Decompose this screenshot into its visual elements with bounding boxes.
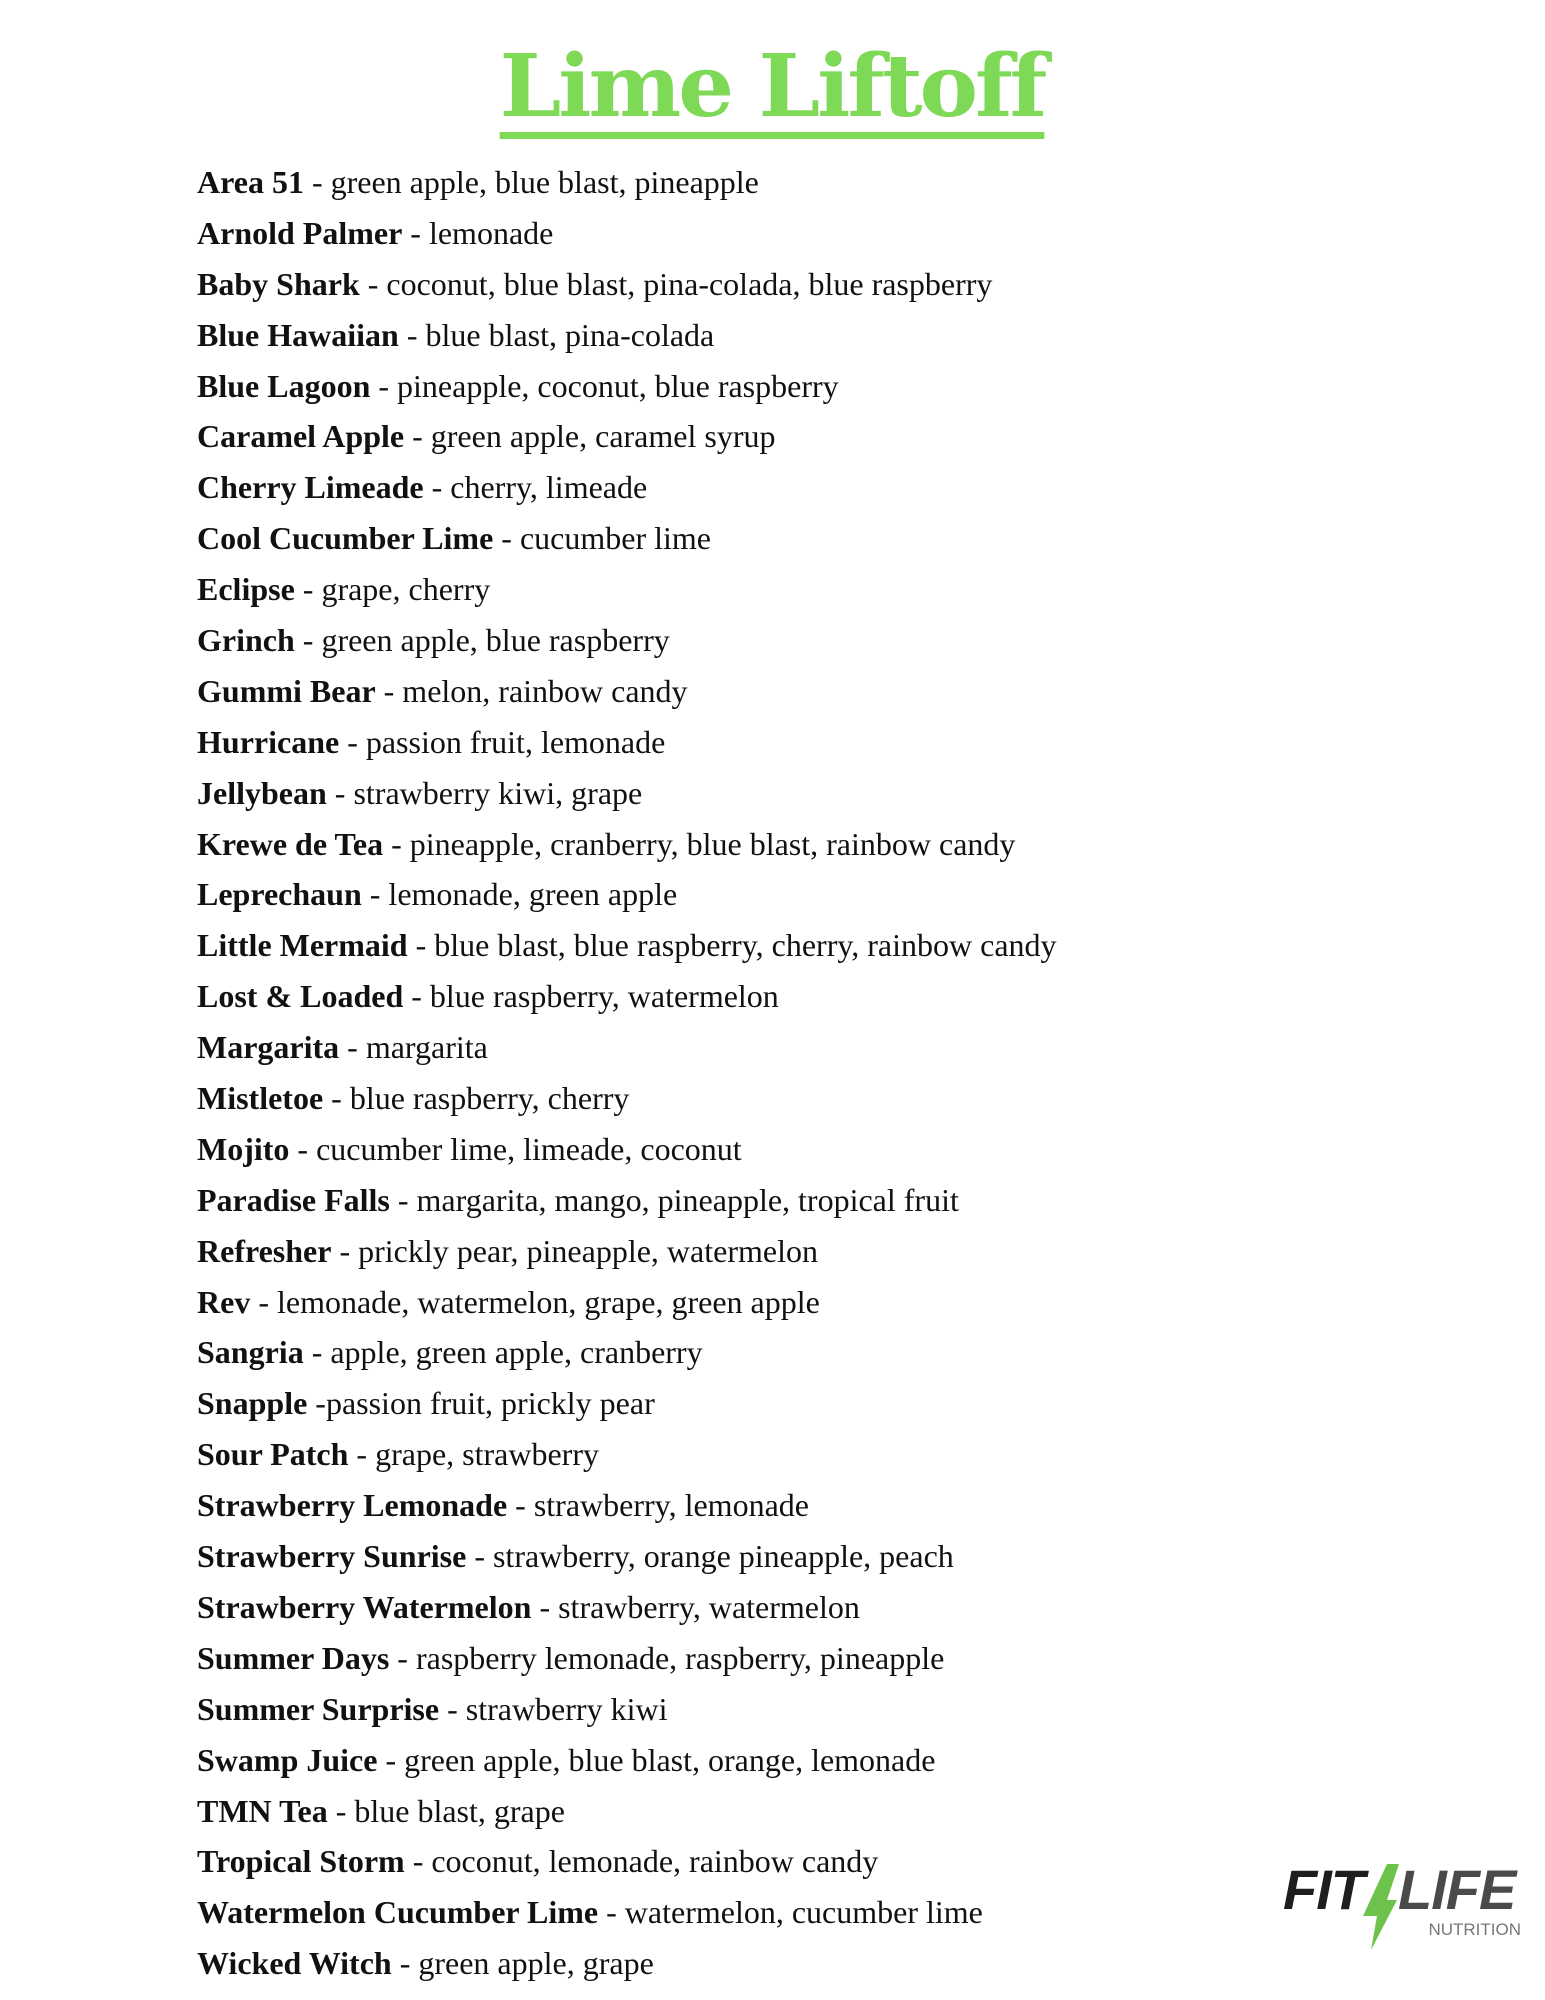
drink-item (197, 259, 1057, 310)
drink-flavors: raspberry lemonade, raspberry, pineapple (415, 1639, 945, 1676)
drink-flavors: lemonade, green apple (388, 876, 678, 913)
drink-flavors: blue raspberry, watermelon (429, 978, 779, 1015)
drink-flavors: coconut, blue blast, pina-colada, blue raspberry (386, 265, 993, 302)
drink-item (197, 717, 1057, 768)
drink-item (197, 666, 1057, 717)
drink-item (197, 1226, 1057, 1277)
drink-flavors: passion fruit, prickly pear (325, 1385, 655, 1422)
separator: - (377, 1741, 405, 1778)
separator: - (398, 316, 426, 353)
drink-name: Area 51 (197, 164, 304, 200)
drink-name: Tropical Storm (197, 1843, 405, 1880)
drink-flavors: strawberry kiwi (465, 1690, 668, 1727)
drink-name: Krewe de Tea (197, 825, 384, 862)
separator: - (423, 469, 451, 506)
drink-flavors: coconut, lemonade, rainbow candy (431, 1843, 879, 1880)
drink-name: Summer Days (197, 1639, 390, 1676)
drink-item (197, 462, 1057, 513)
drink-name: Snapple (197, 1385, 308, 1422)
brand-logo (1283, 1858, 1533, 1957)
drink-flavors: grape, strawberry (375, 1436, 599, 1473)
drink-flavors: strawberry, orange pineapple, peach (492, 1538, 954, 1575)
separator: - (375, 672, 403, 709)
separator: - (303, 164, 331, 200)
separator: - (507, 1487, 534, 1524)
drink-name: Gummi Bear (197, 672, 376, 709)
drink-name: Swamp Juice (197, 1741, 378, 1778)
drink-flavors: blue raspberry, cherry (349, 1080, 630, 1117)
drink-name: Strawberry Sunrise (197, 1538, 467, 1575)
drink-item (197, 971, 1057, 1022)
drink-name: Mistletoe (197, 1080, 324, 1117)
separator: - (466, 1538, 493, 1575)
drink-item (197, 1429, 1057, 1480)
drink-item (197, 1175, 1057, 1226)
drink-item (197, 208, 1057, 259)
drink-flavors: lemonade, watermelon, grape, green apple (276, 1283, 820, 1320)
separator: - (339, 1029, 366, 1066)
separator: - (294, 571, 322, 608)
page-title (0, 36, 1545, 139)
drink-name: Arnold Palmer (197, 214, 403, 251)
separator: - (339, 723, 366, 760)
drink-item (197, 768, 1057, 819)
drink-item (197, 615, 1057, 666)
drink-flavors: blue blast, grape (354, 1792, 565, 1829)
drink-flavors: margarita (365, 1029, 488, 1066)
drink-name: Sour Patch (197, 1436, 349, 1473)
separator: - (404, 418, 431, 455)
drink-item (197, 1887, 1057, 1938)
drink-item (197, 157, 1057, 208)
drink-flavors: pineapple, coconut, blue raspberry (397, 367, 839, 404)
drink-item (197, 1022, 1057, 1073)
separator: - (383, 825, 410, 862)
page-title-text: Lime Liftoff (500, 36, 1045, 137)
drink-name: Rev (197, 1283, 251, 1320)
drink-flavors: prickly pear, pineapple, watermelon (358, 1232, 818, 1269)
lightning-bolt-icon (1357, 1860, 1401, 1952)
drink-flavors: green apple, blue blast, pineapple (330, 164, 759, 200)
drink-name: Margarita (197, 1029, 340, 1066)
drink-name: TMN Tea (197, 1792, 328, 1829)
drink-name: Blue Lagoon (197, 367, 371, 404)
drink-flavors: green apple, caramel syrup (430, 418, 776, 455)
drink-name: Refresher (197, 1232, 332, 1269)
separator: - (389, 1181, 417, 1218)
drink-name: Jellybean (197, 774, 327, 811)
separator: - (361, 876, 389, 913)
drink-flavors: green apple, blue raspberry (321, 622, 670, 659)
drink-name: Baby Shark (197, 265, 360, 302)
drink-flavors: cherry, limeade (450, 469, 648, 506)
separator: - (404, 1843, 432, 1880)
separator: - (359, 265, 387, 302)
drink-flavors: melon, rainbow candy (402, 672, 688, 709)
drink-name: Lost & Loaded (197, 978, 404, 1015)
drink-name: Hurricane (197, 723, 340, 760)
drink-flavors: blue blast, pina-colada (425, 316, 715, 353)
separator: - (402, 214, 429, 251)
drink-flavors: cucumber lime (519, 520, 711, 557)
separator: - (326, 774, 354, 811)
drink-item (197, 1735, 1057, 1786)
separator: - (407, 927, 435, 964)
drink-item (197, 869, 1057, 920)
drink-flavors: margarita, mango, pineapple, tropical fruit (416, 1181, 959, 1218)
drink-name: Cool Cucumber Lime (197, 520, 494, 557)
drink-name: Sangria (197, 1334, 304, 1371)
separator: - (493, 520, 520, 557)
drink-item (197, 513, 1057, 564)
drink-item (197, 564, 1057, 615)
drink-name: Paradise Falls (197, 1181, 390, 1218)
drink-flavors: strawberry kiwi, grape (353, 774, 643, 811)
drink-name: Cherry Limeade (197, 469, 424, 506)
drink-name: Mojito (197, 1130, 290, 1167)
drink-flavors: pineapple, cranberry, blue blast, rainbow candy (409, 825, 1016, 862)
separator: - (250, 1283, 277, 1320)
drink-item (197, 1327, 1057, 1378)
drink-flavors: green apple, blue blast, orange, lemonade (404, 1741, 936, 1778)
drink-item (197, 1684, 1057, 1735)
separator: - (391, 1945, 419, 1982)
drink-flavors: watermelon, cucumber lime (624, 1894, 983, 1931)
separator: - (323, 1080, 350, 1117)
separator: - (531, 1588, 559, 1625)
drink-name: Blue Hawaiian (197, 316, 399, 353)
drink-name: Little Mermaid (197, 927, 408, 964)
separator: - (327, 1792, 355, 1829)
drink-item (197, 411, 1057, 462)
logo-text-life: LIFE (1397, 1858, 1516, 1921)
drink-flavors: green apple, grape (418, 1945, 654, 1982)
drink-item (197, 1582, 1057, 1633)
drink-item (197, 1836, 1057, 1887)
drink-item (197, 1073, 1057, 1124)
drink-item (197, 361, 1057, 412)
drink-flavors: lemonade (428, 214, 554, 251)
drink-item (197, 1633, 1057, 1684)
separator: - (439, 1690, 466, 1727)
logo-text-fit: FIT (1283, 1858, 1364, 1921)
separator: - (331, 1232, 359, 1269)
separator: - (598, 1894, 625, 1931)
drink-name: Leprechaun (197, 876, 362, 913)
separator: - (370, 367, 398, 404)
drink-item (197, 1124, 1057, 1175)
drink-name: Eclipse (197, 571, 295, 608)
drink-item (197, 920, 1057, 971)
drink-item (197, 1938, 1057, 1989)
drink-name: Caramel Apple (197, 418, 405, 455)
drink-name: Wicked Witch (197, 1945, 392, 1982)
separator: - (389, 1639, 416, 1676)
separator: - (307, 1385, 326, 1422)
drink-item (197, 310, 1057, 361)
drink-flavors: grape, cherry (321, 571, 491, 608)
separator: - (303, 1334, 331, 1371)
drink-item (197, 1277, 1057, 1328)
separator: - (294, 622, 322, 659)
drink-flavors: blue blast, blue raspberry, cherry, rainbow candy (434, 927, 1057, 964)
drink-item (197, 1378, 1057, 1429)
drink-item (197, 1786, 1057, 1837)
drink-name: Watermelon Cucumber Lime (197, 1894, 599, 1931)
drink-flavors: passion fruit, lemonade (365, 723, 666, 760)
drink-name: Strawberry Lemonade (197, 1487, 508, 1524)
separator: - (403, 978, 430, 1015)
drink-list (197, 157, 1057, 1989)
drink-flavors: apple, green apple, cranberry (330, 1334, 703, 1371)
drink-flavors: strawberry, lemonade (533, 1487, 809, 1524)
logo-subtitle: NUTRITION (1428, 1920, 1521, 1939)
drink-item (197, 1531, 1057, 1582)
drink-name: Summer Surprise (197, 1690, 440, 1727)
drink-item (197, 1480, 1057, 1531)
drink-name: Strawberry Watermelon (197, 1588, 532, 1625)
drink-flavors: cucumber lime, limeade, coconut (316, 1130, 742, 1167)
drink-item (197, 819, 1057, 870)
separator: - (348, 1436, 376, 1473)
separator: - (289, 1130, 317, 1167)
drink-name: Grinch (197, 622, 295, 659)
drink-flavors: strawberry, watermelon (558, 1588, 860, 1625)
